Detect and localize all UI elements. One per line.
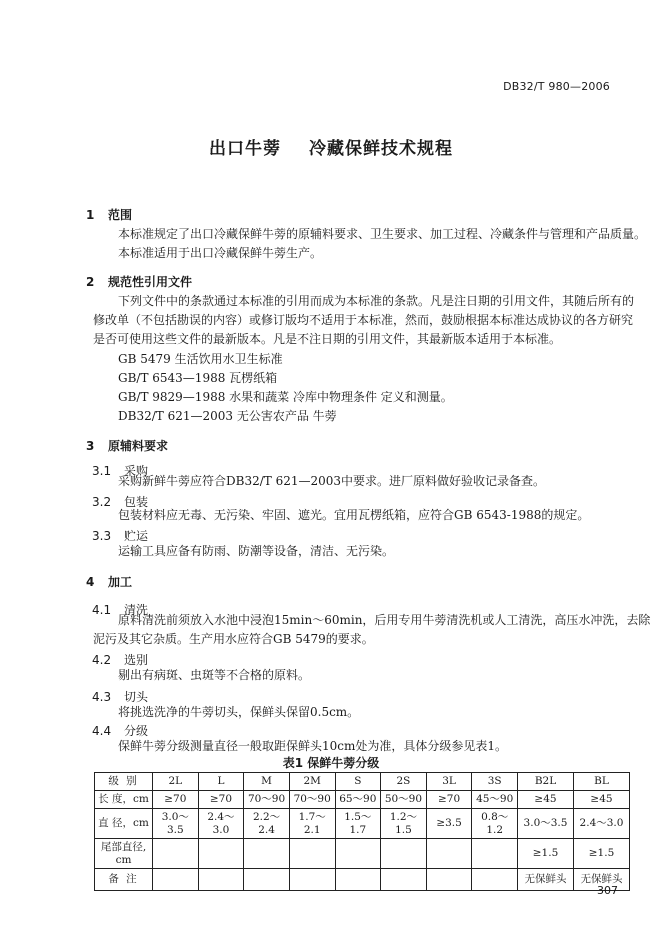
- table-row-diameter: [95, 809, 630, 839]
- table-cell: 无保鲜头: [518, 869, 574, 891]
- table-cell: [381, 869, 427, 891]
- table-cell: B2L: [518, 773, 574, 791]
- cell-line: 3.5: [166, 823, 184, 836]
- cell-line: 1.5: [395, 823, 412, 836]
- table-cell: 70～90: [289, 791, 335, 809]
- section-4-heading: [86, 573, 132, 590]
- table-cell: [426, 839, 472, 869]
- section-2-line-1: 下列文件中的条款通过本标准的引用而成为本标准的条款。凡是注日期的引用文件，其随后所有的: [118, 294, 635, 308]
- subsection-number: 3.3: [92, 529, 112, 543]
- table-cell: 70～90: [244, 791, 290, 809]
- subsection-4-1-line-2: 泥污及其它杂质。生产用水应符合GB 5479的要求。: [93, 632, 374, 646]
- table-cell: 直 径，cm: [95, 809, 153, 839]
- table-cell: 3S: [472, 773, 518, 791]
- table-cell: [244, 869, 290, 891]
- title-part1: 出口牛蒡: [209, 139, 281, 159]
- table-cell: 45～90: [472, 791, 518, 809]
- section-1-paragraph-2: 本标准适用于出口冷藏保鲜牛蒡生产。: [118, 246, 323, 260]
- table-cell: [198, 809, 244, 839]
- table-cell: 3.0～3.5: [518, 809, 574, 839]
- table-row-tail-diameter: [95, 839, 630, 869]
- table-cell: 3L: [426, 773, 472, 791]
- subsection-title: 切头: [124, 690, 149, 704]
- subsection-title: 选别: [124, 653, 149, 667]
- table-cell: ≥70: [198, 791, 244, 809]
- subsection-3-1-text: 采购新鲜牛蒡应符合DB32/T 621—2003中要求。进厂原料做好验收记录备查。: [118, 474, 546, 488]
- table-row-length: [95, 791, 630, 809]
- cell-line: 3.0: [212, 823, 230, 836]
- cell-line: cm: [115, 853, 132, 866]
- table-cell: 长 度，cm: [95, 791, 153, 809]
- section-1-paragraph-1: 本标准规定了出口冷藏保鲜牛蒡的原辅料要求、卫生要求、加工过程、冷藏条件与管理和产品质量。: [118, 227, 647, 241]
- cell-line: 尾部直径,: [100, 840, 147, 853]
- cell-line: 3.0～: [161, 810, 189, 823]
- subsection-4-4-text: 保鲜牛蒡分级测量直径一般取距保鲜头10cm处为准，具体分级参见表1。: [118, 739, 508, 753]
- subsection-title: 包装: [124, 495, 149, 509]
- table-cell: [335, 869, 381, 891]
- cell-line: 2.1: [303, 823, 321, 836]
- table-cell: [289, 809, 335, 839]
- page-title: [0, 134, 662, 159]
- subsection-4-1-line-1: 原料清洗前须放入水池中浸泡15min～60min，后用专用牛蒡清洗机或人工清洗，高压水冲洗，去除: [118, 613, 651, 627]
- reference-item: GB/T 9829—1988 水果和蔬菜 冷库中物理条件 定义和测量。: [118, 390, 453, 404]
- table-cell: [244, 839, 290, 869]
- table-cell: [153, 809, 199, 839]
- table-cell: [381, 839, 427, 869]
- section-2-heading: [86, 273, 192, 290]
- table-cell: [335, 839, 381, 869]
- table-cell: [381, 809, 427, 839]
- standard-code: DB32/T 980—2006: [503, 80, 610, 93]
- subsection-number: 3.2: [92, 495, 112, 509]
- title-part2: 冷藏保鲜技术规程: [309, 139, 453, 159]
- section-number: 1: [86, 208, 95, 222]
- cell-line: 0.8～: [481, 810, 509, 823]
- table-row-grade: [95, 773, 630, 791]
- table-cell: ≥45: [518, 791, 574, 809]
- section-number: 2: [86, 275, 95, 289]
- grading-table: [94, 772, 630, 891]
- section-title: 加工: [108, 575, 133, 589]
- table-cell: [472, 839, 518, 869]
- table-cell: [472, 809, 518, 839]
- subsection-number: 4.1: [92, 603, 112, 617]
- table-cell: 2L: [153, 773, 199, 791]
- table-cell: 2S: [381, 773, 427, 791]
- cell-line: 1.7: [349, 823, 367, 836]
- table-cell: ≥70: [153, 791, 199, 809]
- table-cell: ≥45: [574, 791, 630, 809]
- table-cell: ≥1.5: [574, 839, 630, 869]
- subsection-4-3-text: 将挑选洗净的牛蒡切头，保鲜头保留0.5cm。: [118, 705, 360, 719]
- table-cell: L: [198, 773, 244, 791]
- reference-item: GB/T 6543—1988 瓦楞纸箱: [118, 371, 278, 385]
- table-cell: ≥70: [426, 791, 472, 809]
- table-cell: ≥1.5: [518, 839, 574, 869]
- table-cell: [472, 869, 518, 891]
- table-cell: BL: [574, 773, 630, 791]
- subsection-number: 3.1: [92, 464, 112, 478]
- section-1-heading: [86, 206, 132, 223]
- subsection-3-3-text: 运输工具应备有防雨、防潮等设备，清洁、无污染。: [118, 544, 395, 558]
- section-title: 原辅料要求: [108, 439, 169, 453]
- table-cell: [198, 839, 244, 869]
- section-3-heading: [86, 437, 168, 454]
- table-cell: [153, 869, 199, 891]
- section-title: 范围: [108, 208, 133, 222]
- table-cell: 无保鲜头: [574, 869, 630, 891]
- table-cell: ≥3.5: [426, 809, 472, 839]
- table-cell: [289, 839, 335, 869]
- table-cell: 级 别: [95, 773, 153, 791]
- table-cell: S: [335, 773, 381, 791]
- cell-line: 2.4: [258, 823, 275, 836]
- subsection-number: 4.2: [92, 653, 112, 667]
- cell-line: 2.2～: [252, 810, 281, 823]
- subsection-number: 4.4: [92, 724, 112, 738]
- table-cell: 备 注: [95, 869, 153, 891]
- table-cell: [426, 869, 472, 891]
- table-caption: 表1 保鲜牛蒡分级: [282, 756, 380, 770]
- subsection-4-2-text: 剔出有病斑、虫斑等不合格的原料。: [118, 668, 311, 682]
- page-number: 307: [597, 884, 618, 897]
- cell-line: 1.7～: [298, 810, 326, 823]
- table-cell: [335, 809, 381, 839]
- subsection-3-2-text: 包装材料应无毒、无污染、牢固、遮光。宜用瓦楞纸箱，应符合GB 6543-1988的规定。: [118, 508, 590, 522]
- table-cell: 2M: [289, 773, 335, 791]
- table-cell: [289, 869, 335, 891]
- subsection-title: 贮运: [124, 529, 149, 543]
- cell-line: 1.2: [486, 823, 504, 836]
- table-cell: M: [244, 773, 290, 791]
- table-cell: [244, 809, 290, 839]
- section-2-line-2: 修改单（不包括勘误的内容）或修订版均不适用于本标准，然而，鼓励根据本标准达成协议的各方研究: [93, 313, 634, 327]
- table-cell: 50～90: [381, 791, 427, 809]
- cell-line: 2.4～: [207, 810, 235, 823]
- reference-item: DB32/T 621—2003 无公害农产品 牛蒡: [118, 409, 337, 423]
- cell-line: 1.5～: [344, 810, 372, 823]
- table-cell: [198, 869, 244, 891]
- table-cell: [153, 839, 199, 869]
- table-cell: 2.4～3.0: [574, 809, 630, 839]
- table-cell: [95, 839, 153, 869]
- section-title: 规范性引用文件: [108, 275, 193, 289]
- cell-line: 1.2～: [389, 810, 418, 823]
- section-2-line-3: 是否可使用这些文件的最新版本。凡是不注日期的引用文件，其最新版本适用于本标准。: [93, 332, 562, 346]
- subsection-title: 采购: [124, 464, 149, 478]
- section-number: 4: [86, 575, 95, 589]
- subsection-number: 4.3: [92, 690, 112, 704]
- table-row-remark: [95, 869, 630, 891]
- subsection-title: 清洗: [124, 603, 149, 617]
- subsection-title: 分级: [124, 724, 149, 738]
- section-number: 3: [86, 439, 95, 453]
- reference-item: GB 5479 生活饮用水卫生标准: [118, 352, 283, 366]
- table-cell: 65～90: [335, 791, 381, 809]
